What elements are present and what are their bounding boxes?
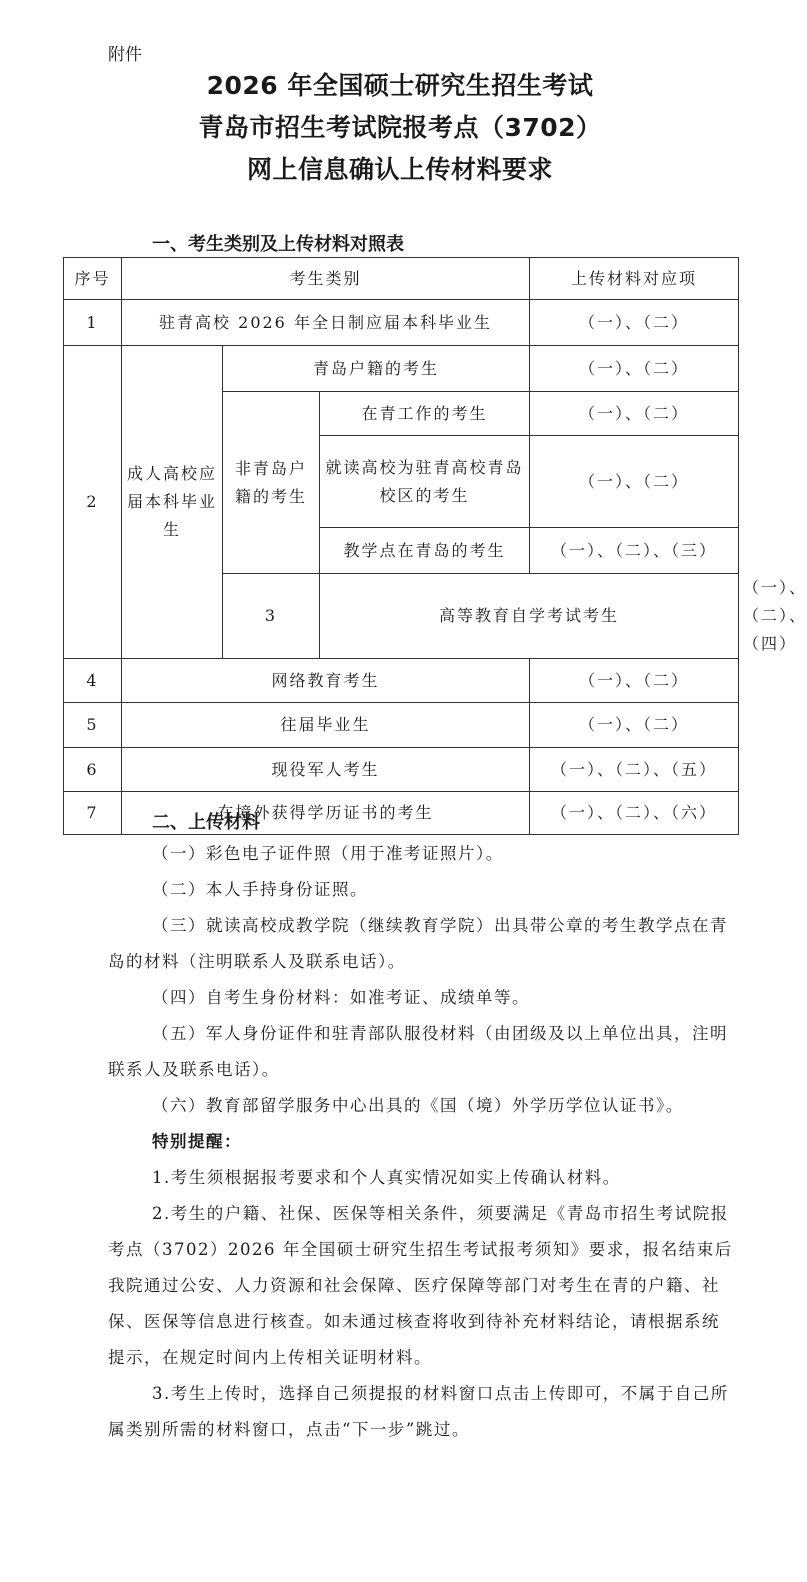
row-subcategory: 在青工作的考生 xyxy=(320,392,530,436)
row-materials: （一）、（二） xyxy=(530,436,739,528)
header-no: 序号 xyxy=(64,258,122,300)
category-materials-table xyxy=(63,257,807,835)
row-no: 7 xyxy=(64,792,122,835)
header-materials: 上传材料对应项 xyxy=(530,258,739,300)
row-subcategory: 教学点在青岛的考生 xyxy=(320,528,530,574)
table-row: 3 高等教育自学考试考生 （一）、（二）、（四） xyxy=(64,574,739,659)
material-item-6: （六）教育部留学服务中心出具的《国（境）外学历学位认证书》。 xyxy=(152,1096,684,1115)
row-materials: （一）、（二） xyxy=(530,346,739,392)
material-item-1: （一）彩色电子证件照（用于准考证照片）。 xyxy=(152,844,504,863)
row-category: 网络教育考生 xyxy=(122,659,530,703)
row-category: 驻青高校 2026 年全日制应届本科毕业生 xyxy=(122,300,530,346)
row-materials: （一）、（二） xyxy=(530,659,739,703)
row-materials: （一）、（二） xyxy=(530,300,739,346)
row-materials: （一）、（二）、（六） xyxy=(530,792,739,835)
row-materials: （一）、（二）、（五） xyxy=(530,748,739,792)
section2-heading: 二、上传材料 xyxy=(152,812,260,833)
material-item-3: （三）就读高校成教学院（继续教育学院）出具带公章的考生教学点在青岛的材料（注明联系人及联系电话）。 xyxy=(108,916,728,971)
doc-title-line3: 网上信息确认上传材料要求 xyxy=(246,155,553,184)
material-item-4: （四）自考生身份材料：如准考证、成绩单等。 xyxy=(152,988,530,1007)
table-row xyxy=(64,703,739,748)
section1-heading: 一、考生类别及上传材料对照表 xyxy=(152,234,404,255)
material-item-5: （五）军人身份证件和驻青部队服役材料（由团级及以上单位出具，注明联系人及联系电话）。 xyxy=(108,1024,728,1079)
row-materials: （一）、（二） xyxy=(530,703,739,748)
row-no: 4 xyxy=(64,659,122,703)
reminder-item-3: 3.考生上传时，选择自己须提报的材料窗口点击上传即可，不属于自己所属类别所需的材料窗口，点击“下一步”跳过。 xyxy=(108,1384,729,1439)
reminder-heading: 特别提醒： xyxy=(152,1132,242,1151)
reminder-item-2: 2.考生的户籍、社保、医保等相关条件，须要满足《青岛市招生考试院报考点（3702）2026 年全国硕士研究生招生考试报考须知》要求，报名结束后我院通过公安、人力资源和社会保障、医疗保障等部门对考生在青的户籍、社保、医保等信息进行核查。如未通过核查将收到待补充材料结论，请根据系统提示，在规定时间内上传相关证明材料。 xyxy=(108,1204,733,1367)
table-row xyxy=(64,748,739,792)
reminder-item-1: 1.考生须根据报考要求和个人真实情况如实上传确认材料。 xyxy=(152,1168,621,1187)
table-row xyxy=(64,300,739,346)
table-row xyxy=(64,659,739,703)
row-subcategory: 就读高校为驻青高校青岛校区的考生 xyxy=(320,436,530,528)
table-header-row xyxy=(64,258,739,300)
row-category: 在境外获得学历证书的考生 xyxy=(122,792,530,835)
materials-list xyxy=(108,836,733,1448)
row-group-category: 成人高校应届本科毕业生 xyxy=(122,346,223,659)
row-category: 高等教育自学考试考生 xyxy=(320,574,739,659)
row-no: 6 xyxy=(64,748,122,792)
row-no: 5 xyxy=(64,703,122,748)
row-materials: （一）、（二） xyxy=(530,392,739,436)
row-nonlocal-category: 非青岛户籍的考生 xyxy=(223,392,320,574)
table-row xyxy=(64,346,739,392)
row-subcategory: 青岛户籍的考生 xyxy=(223,346,530,392)
row-no: 2 xyxy=(64,346,122,659)
doc-title-line1: 2026 年全国硕士研究生招生考试 xyxy=(206,71,594,100)
row-category: 往届毕业生 xyxy=(122,703,530,748)
header-category: 考生类别 xyxy=(122,258,530,300)
row-no: 3 xyxy=(223,574,320,659)
attachment-label: 附件 xyxy=(108,45,142,65)
row-category: 现役军人考生 xyxy=(122,748,530,792)
material-item-2: （二）本人手持身份证照。 xyxy=(152,880,368,899)
row-materials: （一）、（二）、（三） xyxy=(530,528,739,574)
doc-title-line2: 青岛市招生考试院报考点（3702） xyxy=(198,113,602,142)
row-no: 1 xyxy=(64,300,122,346)
